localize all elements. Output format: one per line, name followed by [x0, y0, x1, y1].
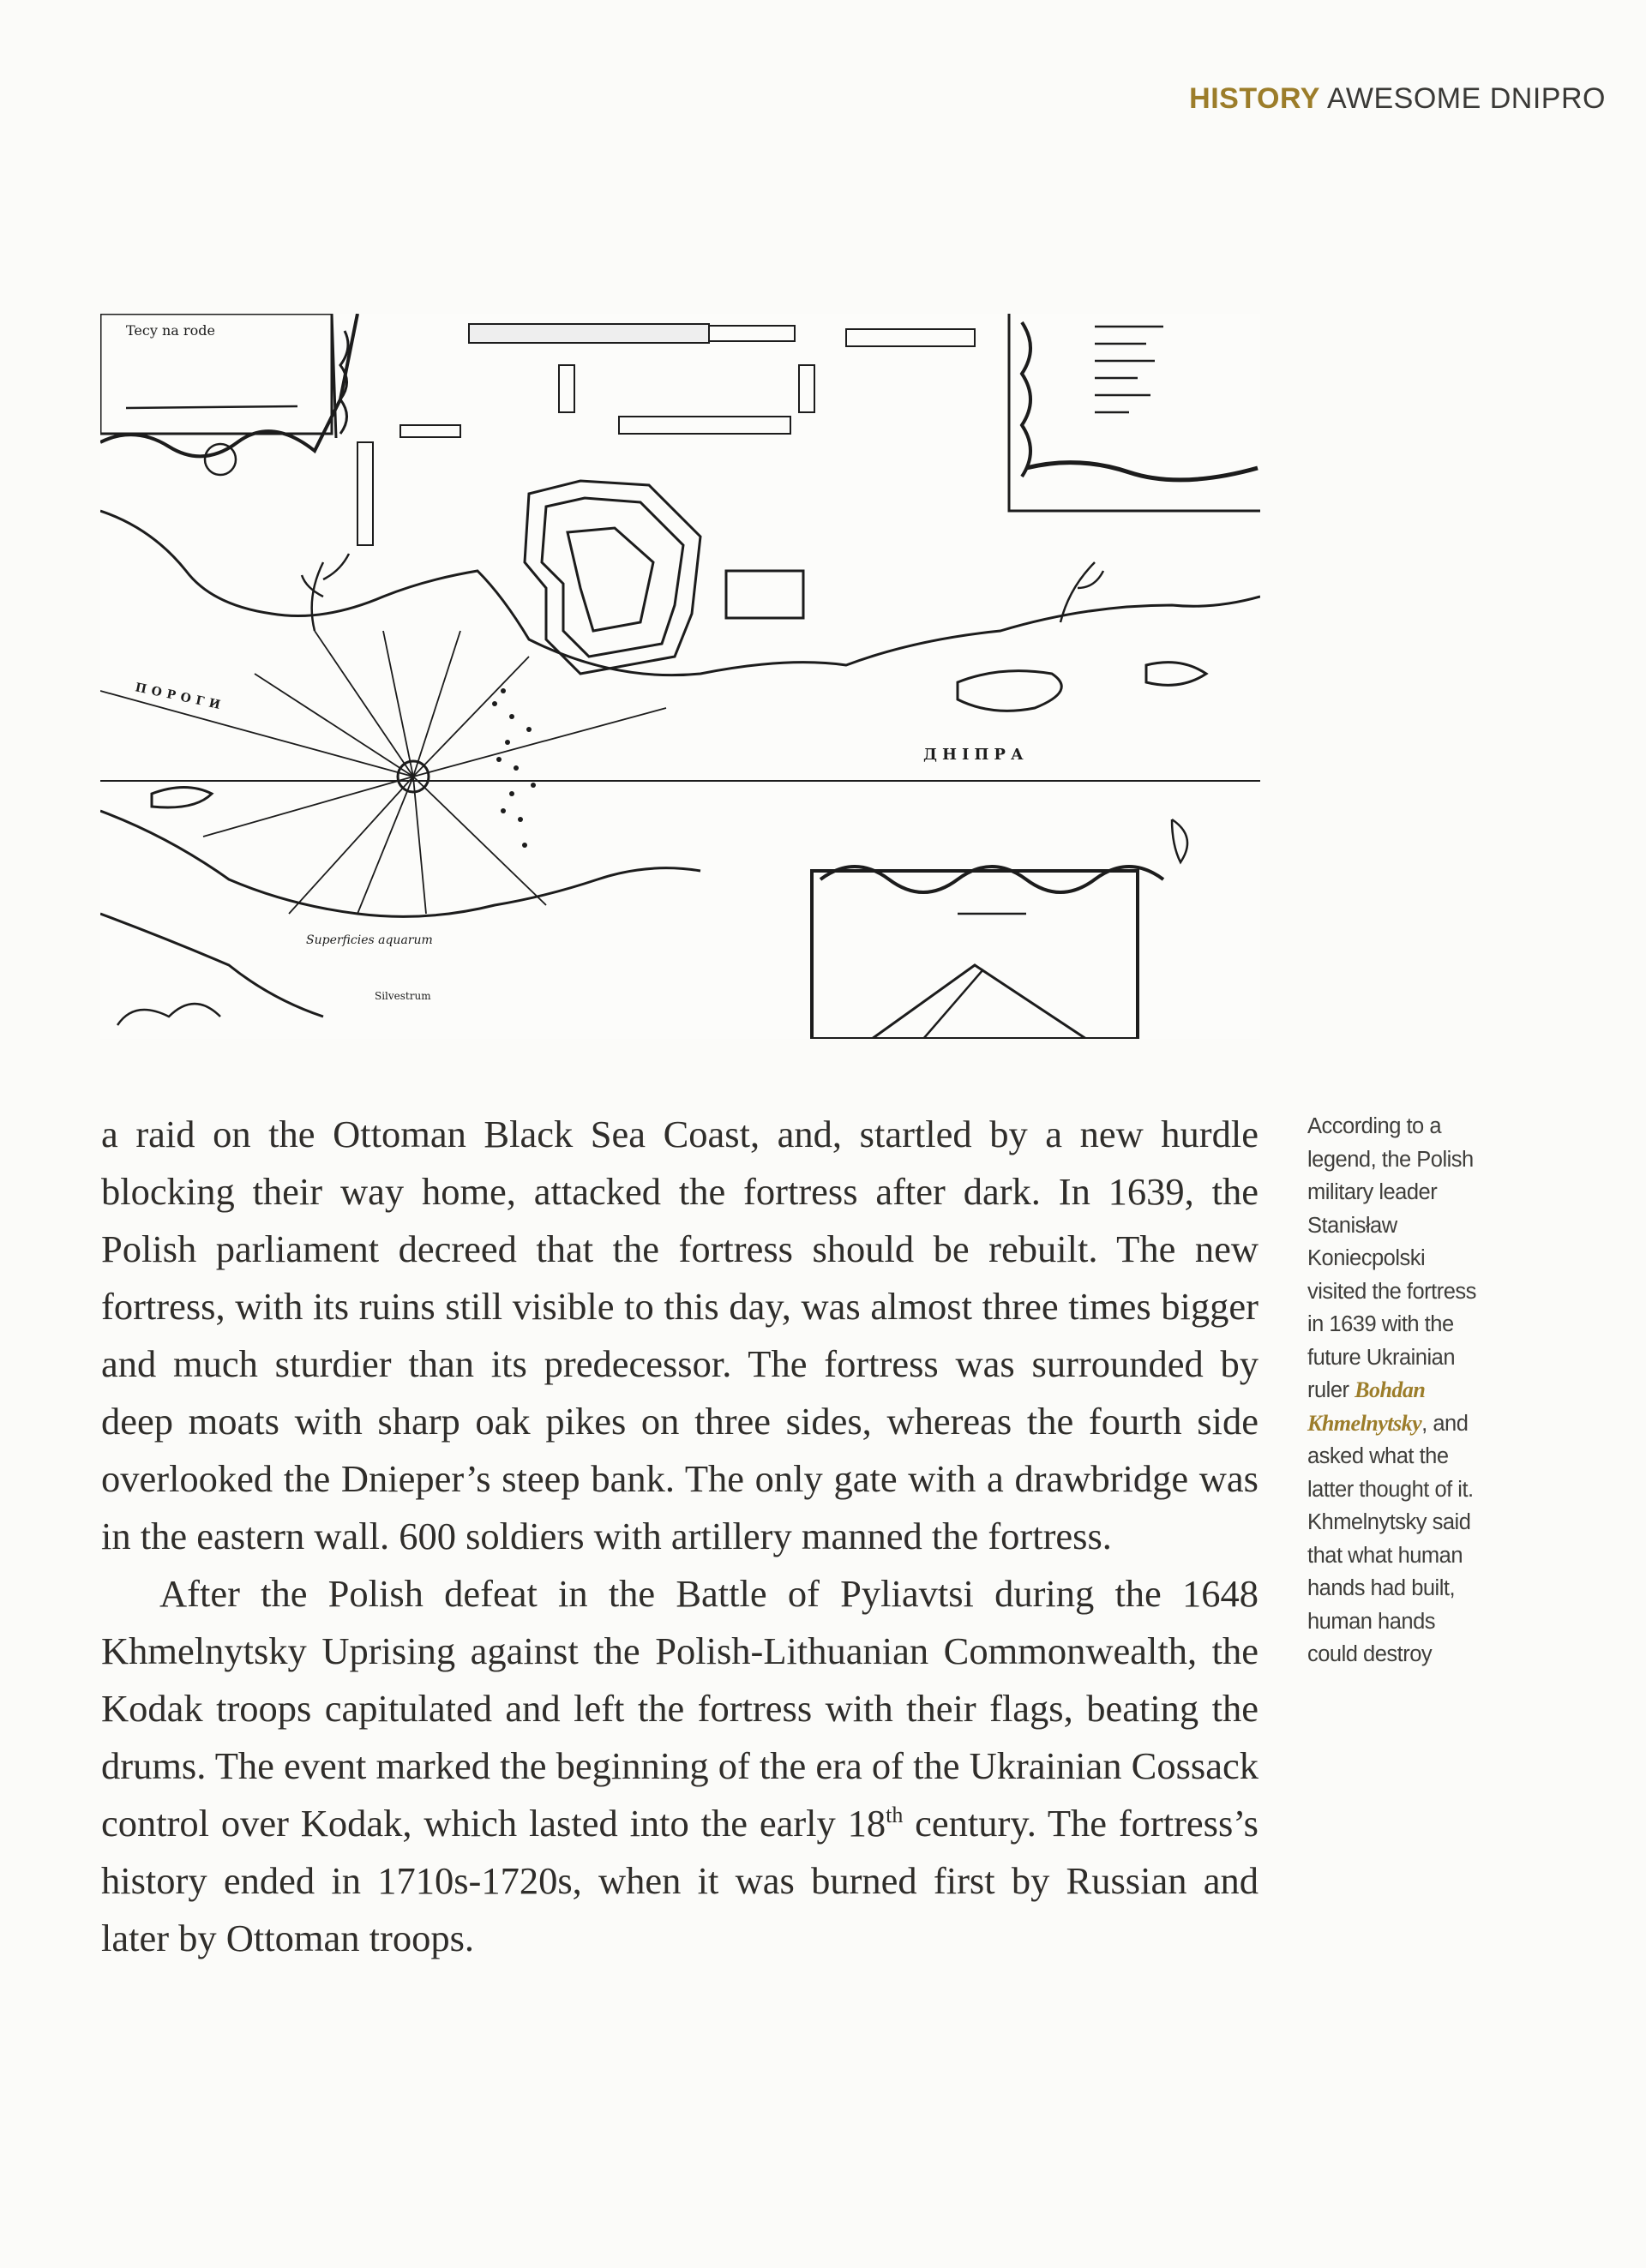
sidenote-highlighted-name: Bohdan Khmelnytsky [1307, 1377, 1426, 1436]
paragraph-2 [101, 1565, 1259, 1967]
header-section: HISTORY [1189, 82, 1320, 115]
paragraph-2-text-b: century. The fortress’s history ended in 1710s-1720s, when it was burned first by Russian and later by Ottoman troops. [101, 1802, 1259, 1959]
running-header [1189, 82, 1606, 116]
map-dotted-ridge [492, 688, 536, 848]
paragraph-2-text-a: After the Polish defeat in the Battle of Pyliavtsi during the 1648 Khmelnytsky Uprising against the Polish-Lithuanian Commonwealth, the Kodak troops capitulated and left the fortress with their flags, beating the drums. The event marked the beginning of the era of the Ukrainian Cossack control over Kodak, which lasted into the early 18 [101, 1572, 1259, 1845]
paragraph-1: a raid on the Ottoman Black Sea Coast, and, startled by a new hurdle blocking their way home, attacked the fortress after dark. In 1639, the Polish parliament decreed that the fortress should be rebuilt. The new fortress, with its ruins still visible to this day, was almost three times bigger and much sturdier than its predecessor. The fortress was surrounded by deep moats with sharp oak pikes on three sides, whereas the fourth side overlooked the Dnieper’s steep bank. The only gate with a drawbridge was in the eastern wall. 600 soldiers with artillery manned the fortress. [101, 1113, 1259, 1557]
map-label-bottom-1: Superficies aquarum [306, 933, 433, 947]
historical-map-image [100, 314, 1260, 1039]
ordinal-superscript: th [886, 1803, 904, 1828]
map-label-upper: ПОРОГИ [134, 681, 227, 714]
map-legend-bars [357, 324, 975, 545]
map-cartouche-top-left [100, 314, 357, 475]
map-cartouche-bottom-right [812, 867, 1163, 1039]
sidenote-text-b: , and asked what the latter thought of it. Khmelnytsky said that what human hands had built, human hands could destroy [1307, 1411, 1474, 1666]
margin-sidenote [1307, 1110, 1479, 1671]
map-label-cartouche: Tecy na rode [126, 322, 215, 339]
map-label-river: ДНІПРА [923, 746, 1029, 764]
map-label-bottom-2: Silvestrum [375, 990, 431, 1002]
map-cartouche-top-right [1009, 314, 1260, 511]
main-article-text [101, 1106, 1259, 1967]
header-book-title: AWESOME DNIPRO [1327, 82, 1606, 115]
sidenote-text-a: According to a legend, the Polish military leader Stanisław Koniecpolski visited the fortress in 1639 with the future Ukrainian ruler [1307, 1114, 1476, 1402]
map-fortress [525, 481, 803, 674]
